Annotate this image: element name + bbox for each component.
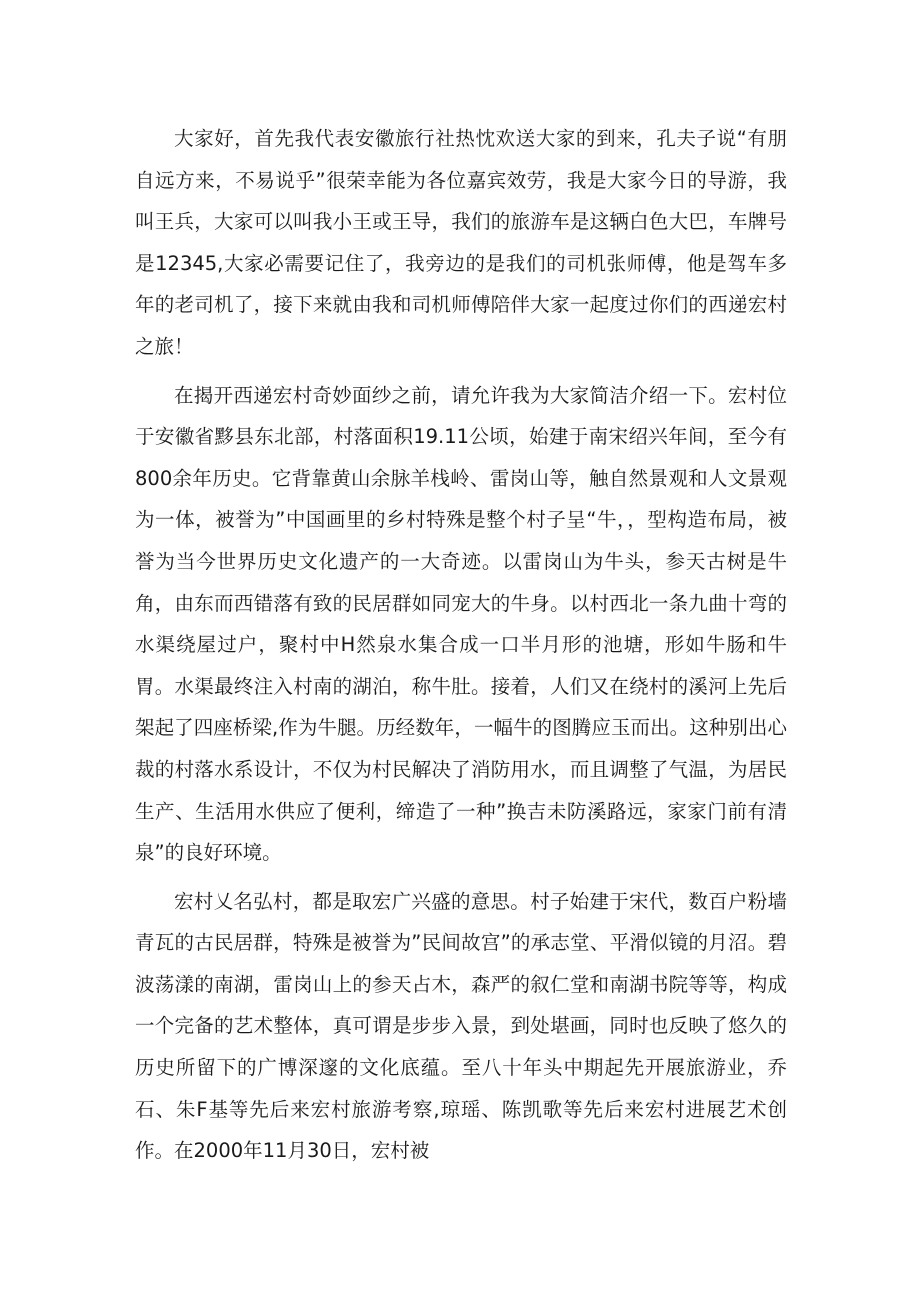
document-body xyxy=(135,118,787,1172)
paragraph-welcome: 大家好，首先我代表安徽旅行社热忱欢送大家的到来，孔夫子说“有朋自远方来，不易说乎”很荣幸能为各位嘉宾效劳，我是大家今日的导游，我叫王兵，大家可以叫我小王或王导，我们的旅游车是这辆白色大巴，车牌号是12345,大家必需要记住了，我旁边的是我们的司机张师傅，他是驾车多年的老司机了，接下来就由我和司机师傅陪伴大家一起度过你们的西递宏村之旅！ xyxy=(135,127,787,358)
paragraph-village-intro: 在揭开西递宏村奇妙面纱之前，请允许我为大家简洁介绍一下。宏村位于安徽省黟县东北部，村落面积19.11公顷，始建于南宋绍兴年间，至今有800余年历史。它背靠黄山余脉羊栈岭、雷岗山等，触自然景观和人文景观为一体，被誉为”中国画里的乡村特殊是整个村子呈“牛，，型构造布局，被誉为当今世界历史文化遗产的一大奇迹。以雷岗山为牛头，参天古树是牛角，由东而西错落有致的民居群如同宠大的牛身。以村西北一条九曲十弯的水渠绕屋过户，聚村中H然泉水集合成一口半月形的池塘，形如牛肠和牛胃。水渠最终注入村南的湖泊，称牛肚。接着，人们又在绕村的溪河上先后架起了四座桥梁,作为牛腿。历经数年，一幅牛的图腾应玉而出。这种别出心裁的村落水系设计，不仅为村民解决了消防用水，而且调整了气温，为居民生产、生活用水供应了便利，缔造了一种”换吉未防溪路远，家家门前有清泉”的良好环境。 xyxy=(135,383,787,865)
paragraph-village-history: 宏村乂名弘村，都是取宏广兴盛的意思。村子始建于宋代，数百户粉墙青瓦的古民居群，特殊是被誉为”民间故宫”的承志堂、平滑似镜的月沼。碧波荡漾的南湖，雷岗山上的参天占木，森严的叙仁堂和南湖书院等等，构成一个完备的艺术整体，真可谓是步步入景，到处堪画，同时也反映了悠久的历史所留下的广博深邃的文化底蕴。至八十年头中期起先开展旅游业，乔石、朱F基等先后来宏村旅游考察,琼瑶、陈凯歌等先后来宏村进展艺术创作。在2000年11月30日，宏村被 xyxy=(135,889,787,1163)
